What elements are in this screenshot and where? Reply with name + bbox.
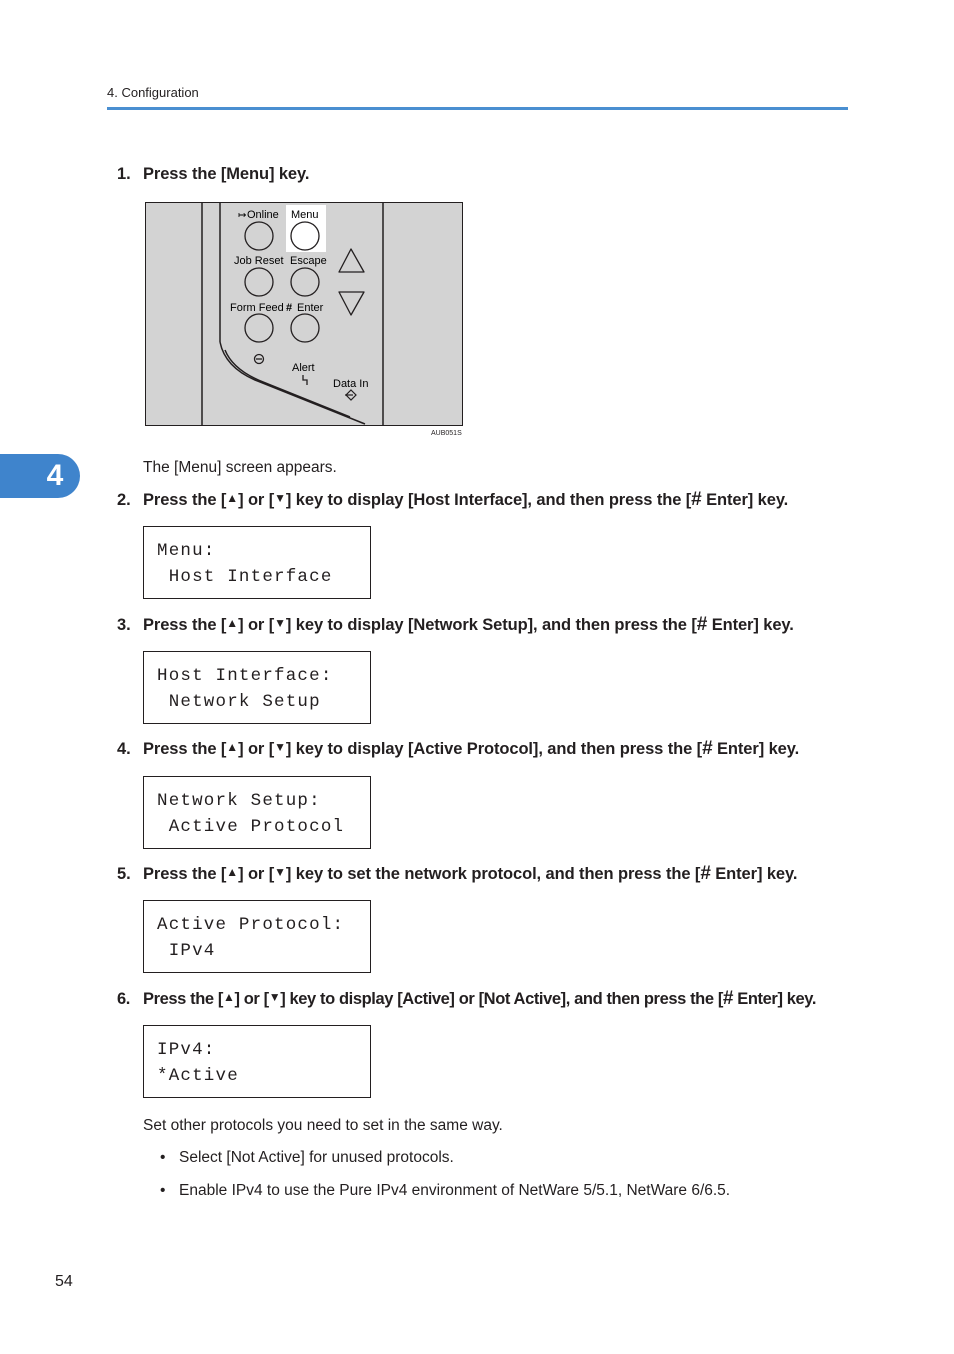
page-number: 54 [55, 1273, 73, 1290]
down-arrow-icon: ▼ [274, 740, 286, 754]
lcd-line-1: Network Setup: [157, 791, 321, 811]
operation-panel-figure [145, 202, 463, 426]
hash-icon: # [722, 988, 734, 1009]
lcd-display [143, 776, 371, 849]
hash-icon: # [691, 489, 702, 510]
alert-label: Alert [292, 362, 315, 374]
lcd-display [143, 651, 371, 724]
data-in-label: Data In [333, 378, 369, 390]
step-4: 4. Press the [▲] or [▼] key to display [Active Protocol], and then press the [# Enter] key. [117, 738, 800, 759]
lcd-line-2: *Active [157, 1066, 239, 1086]
lcd-line-1: Menu: [157, 541, 216, 561]
lcd-display [143, 900, 371, 973]
menu-screen-note: The [Menu] screen appears. [143, 459, 337, 476]
figure-id: AUB051S [431, 430, 462, 437]
down-arrow-icon: ▼ [274, 616, 286, 630]
step-3: 3. Press the [▲] or [▼] key to display [Network Setup], and then press the [# Enter] key. [117, 614, 794, 635]
step-1: 1. Press the [Menu] key. [117, 165, 310, 183]
down-arrow-icon: ▼ [274, 491, 286, 505]
job-reset-label: Job Reset [234, 255, 284, 267]
step-1-text: Press the [Menu] key. [143, 165, 310, 183]
lcd-line-2: Active Protocol [157, 817, 345, 837]
up-arrow-icon: ▲ [222, 990, 235, 1004]
list-item: • Enable IPv4 to use the Pure IPv4 environment of NetWare 5/5.1, NetWare 6/6.5. [160, 1182, 731, 1199]
header-rule [107, 107, 848, 110]
lcd-line-1: Host Interface: [157, 666, 333, 686]
lcd-display [143, 526, 371, 599]
lcd-line-2: Network Setup [157, 692, 321, 712]
escape-label: Escape [290, 255, 327, 267]
online-label [238, 209, 279, 221]
svg-text:Online: Online [247, 209, 279, 221]
up-arrow-icon: ▲ [226, 616, 239, 630]
up-arrow-icon: ▲ [226, 740, 239, 754]
step-2: 2. Press the [▲] or [▼] key to display [Host Interface], and then press the [# Enter] key. [117, 489, 789, 510]
down-arrow-icon: ▼ [274, 865, 286, 879]
hash-icon: # [700, 863, 711, 884]
form-feed-label: Form Feed [230, 302, 284, 314]
up-arrow-icon: ▲ [226, 491, 239, 505]
down-arrow-icon: ▼ [268, 990, 281, 1004]
menu-label: Menu [291, 209, 319, 221]
hash-icon: # [702, 738, 713, 759]
chapter-tab [0, 454, 80, 498]
hash-icon: # [696, 614, 708, 635]
svg-text:↦: ↦ [238, 210, 247, 221]
up-arrow-icon: ▲ [226, 865, 239, 879]
lcd-line-1: Active Protocol: [157, 915, 345, 935]
enter-label: Enter [297, 302, 324, 314]
step-6: 6. Press the [▲] or [▼] key to display [Active] or [Not Active], and then press the [# Enter] key. [117, 988, 817, 1009]
list-item: • Select [Not Active] for unused protocols. [160, 1149, 454, 1166]
hash-icon: # [286, 302, 293, 314]
protocols-note: Set other protocols you need to set in the same way. [143, 1117, 503, 1134]
lcd-line-1: IPv4: [157, 1040, 216, 1060]
lcd-line-2: IPv4 [157, 941, 216, 961]
chapter-number: 4 [46, 459, 64, 492]
running-header: 4. Configuration [107, 85, 199, 100]
step-5: 5. Press the [▲] or [▼] key to set the network protocol, and then press the [# Enter] key. [117, 863, 798, 884]
lcd-display [143, 1025, 371, 1098]
lcd-line-2: Host Interface [157, 567, 333, 587]
